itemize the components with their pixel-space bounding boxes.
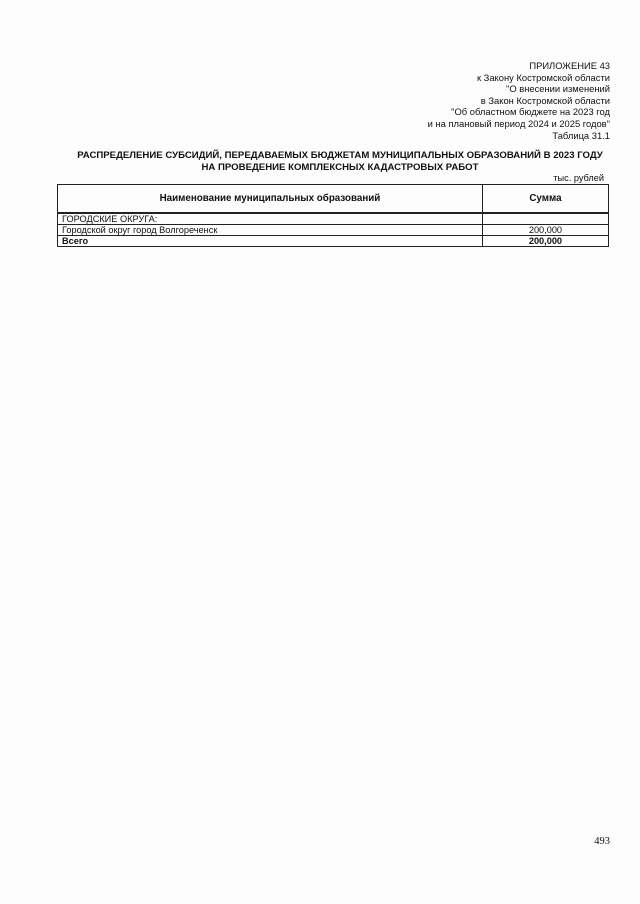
table-header-row (58, 185, 609, 214)
units-label: тыс. рублей (553, 173, 604, 183)
appendix-line: "Об областном бюджете на 2023 год (451, 106, 610, 118)
page-number: 493 (594, 836, 610, 847)
appendix-line: "О внесении изменений (506, 83, 610, 95)
row-name: Городской округ город Волгореченск (58, 225, 483, 236)
appendix-number: ПРИЛОЖЕНИЕ 43 (529, 60, 610, 71)
title-line-1: РАСПРЕДЕЛЕНИЕ СУБСИДИЙ, ПЕРЕДАВАЕМЫХ БЮДЖЕТАМ МУНИЦИПАЛЬНЫХ ОБРАЗОВАНИЙ В 2023 ГОДУ (77, 150, 603, 161)
total-label: Всего (58, 236, 483, 247)
row-sum: 200,000 (482, 225, 608, 236)
column-header-name: Наименование муниципальных образований (58, 185, 483, 214)
total-sum: 200,000 (482, 236, 608, 247)
subsidy-table (57, 184, 609, 247)
table-number: Таблица 31.1 (552, 129, 610, 141)
appendix-header (428, 60, 610, 141)
document-title (40, 150, 640, 173)
table-row (58, 213, 609, 225)
table-row (58, 225, 609, 236)
column-header-sum: Сумма (482, 185, 608, 214)
table-total-row (58, 236, 609, 247)
appendix-line: к Закону Костромской области (476, 71, 610, 83)
appendix-line: в Закон Костромской области (480, 94, 610, 106)
appendix-line: и на плановый период 2024 и 2025 годов" (427, 117, 610, 129)
row-name: ГОРОДСКИЕ ОКРУГА: (58, 213, 483, 225)
title-line-2: НА ПРОВЕДЕНИЕ КОМПЛЕКСНЫХ КАДАСТРОВЫХ РАБОТ (201, 161, 479, 173)
row-sum (482, 213, 608, 225)
